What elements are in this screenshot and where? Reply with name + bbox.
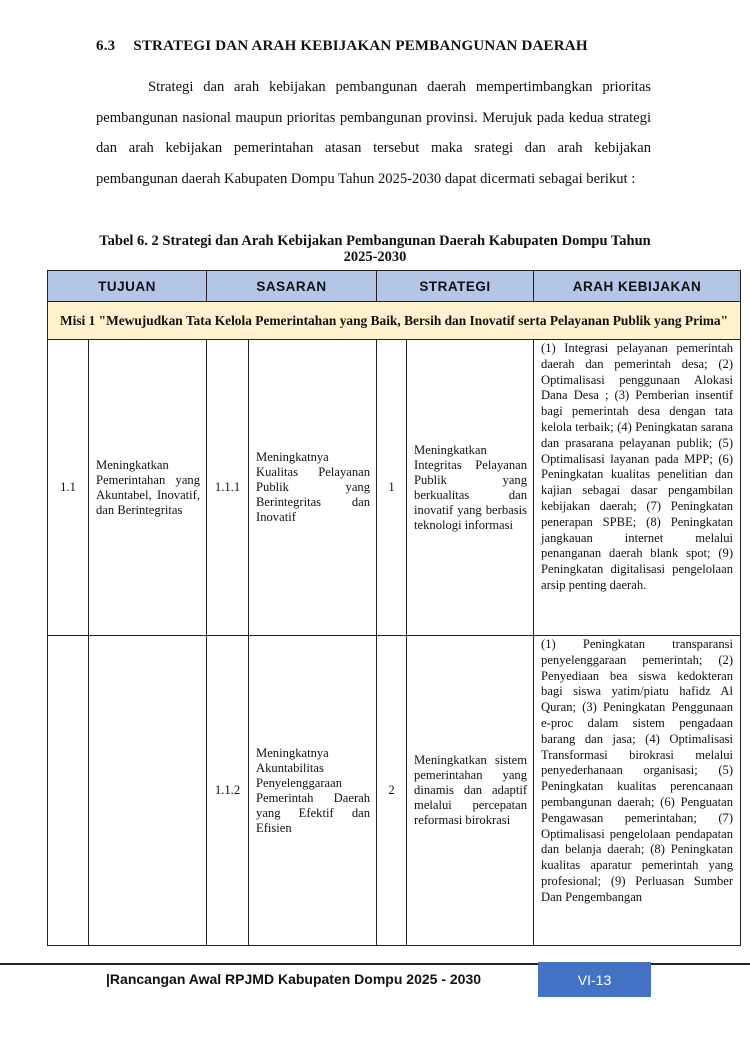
tujuan-code: 1.1: [48, 340, 89, 636]
header-strategi: STRATEGI: [377, 271, 534, 302]
strategy-table: [47, 270, 741, 946]
intro-paragraph: [96, 72, 651, 194]
tujuan-text: [89, 636, 207, 946]
section-title: STRATEGI DAN ARAH KEBIJAKAN PEMBANGUNAN DAERAH: [133, 38, 588, 54]
arah-kebijakan-text: (1) Peningkatan transparansi penyelenggaraan pemerintah; (2) Penyediaan bea siswa kedokteran bagi siswa yatim/piatu hafidz Al Quran; (3) Peningkatan Penggunaan e-proc dalam sistem pengadaan barang dan jasa; (4) Optimalisasi Transformasi birokrasi melalui penyederhanaan organisasi; (5) Peningkatan kualitas perencanaan pembangunan daerah; (6) Penguatan Pengawasan pemerintahan; (7) Optimalisasi pengelolaan pendapatan dan belanja daerah; (8) Peningkatan kualitas aparatur pemerintah yang profesional; (9) Perluasan Sumber Dan Pengembangan: [534, 636, 741, 946]
header-arah-kebijakan: ARAH KEBIJAKAN: [534, 271, 741, 302]
sasaran-text: Meningkatnya Kualitas Pelayanan Publik yang Berintegritas dan Inovatif: [249, 340, 377, 636]
footer-page-number: VI-13: [538, 962, 651, 997]
tujuan-text: Meningkatkan Pemerintahan yang Akuntabel, Inovatif, dan Berintegritas: [89, 340, 207, 636]
strategi-text: Meningkatkan sistem pemerintahan yang dinamis dan adaptif melalui percepatan reformasi birokrasi: [407, 636, 534, 946]
sasaran-text: Meningkatnya Akuntabilitas Penyelenggaraan Pemerintah Daerah yang Efektif dan Efisien: [249, 636, 377, 946]
strategi-code: 2: [377, 636, 407, 946]
tujuan-code: [48, 636, 89, 946]
section-heading: [96, 38, 588, 55]
footer-title: |Rancangan Awal RPJMD Kabupaten Dompu 2025 - 2030: [106, 971, 482, 987]
strategi-text: Meningkatkan Integritas Pelayanan Publik yang berkualitas dan inovatif yang berbasis teknologi informasi: [407, 340, 534, 636]
arah-kebijakan-text: (1) Integrasi pelayanan pemerintah daerah dan pemerintah desa; (2) Optimalisasi penggunaan Alokasi Dana Desa ; (3) Pemberian insentif bagi pemerintah desa dengan tata kelola terbaik; (4) Peningkatan sarana dan prasarana pelayanan publik; (5) Optimalisasi layanan pada MPP; (6) Peningkatan kualitas penelitian dan kajian sebagai dasar pengambilan kebijakan daerah; (7) Peningkatan penerapan SPBE; (8) Peningkatan jangkauan internet melalui penanganan daerah blank spot; (9) Peningkatan digitalisasi pengelolaan arsip penting daerah.: [534, 340, 741, 636]
misi-text: Misi 1 "Mewujudkan Tata Kelola Pemerintahan yang Baik, Bersih dan Inovatif serta Pelayanan Publik yang Prima": [48, 302, 741, 340]
header-tujuan: TUJUAN: [48, 271, 207, 302]
intro-paragraph-text: Strategi dan arah kebijakan pembangunan daerah mempertimbangkan prioritas pembangunan nasional maupun prioritas pembangunan provinsi. Merujuk pada kedua strategi dan arah kebijakan pemerintahan atasan tersebut maka srategi dan arah kebijakan pembangunan daerah Kabupaten Dompu Tahun 2025-2030 dapat dicermati sebagai berikut :: [96, 79, 651, 187]
strategi-code: 1: [377, 340, 407, 636]
section-number: 6.3: [96, 38, 116, 54]
table-header-row: [48, 271, 741, 302]
table-row: [48, 340, 741, 636]
misi-row: [48, 302, 741, 340]
sasaran-code: 1.1.1: [207, 340, 249, 636]
header-sasaran: SASARAN: [207, 271, 377, 302]
table-caption: Tabel 6. 2 Strategi dan Arah Kebijakan Pembangunan Daerah Kabupaten Dompu Tahun 2025-2030: [99, 233, 651, 265]
sasaran-code: 1.1.2: [207, 636, 249, 946]
table-row: [48, 636, 741, 946]
